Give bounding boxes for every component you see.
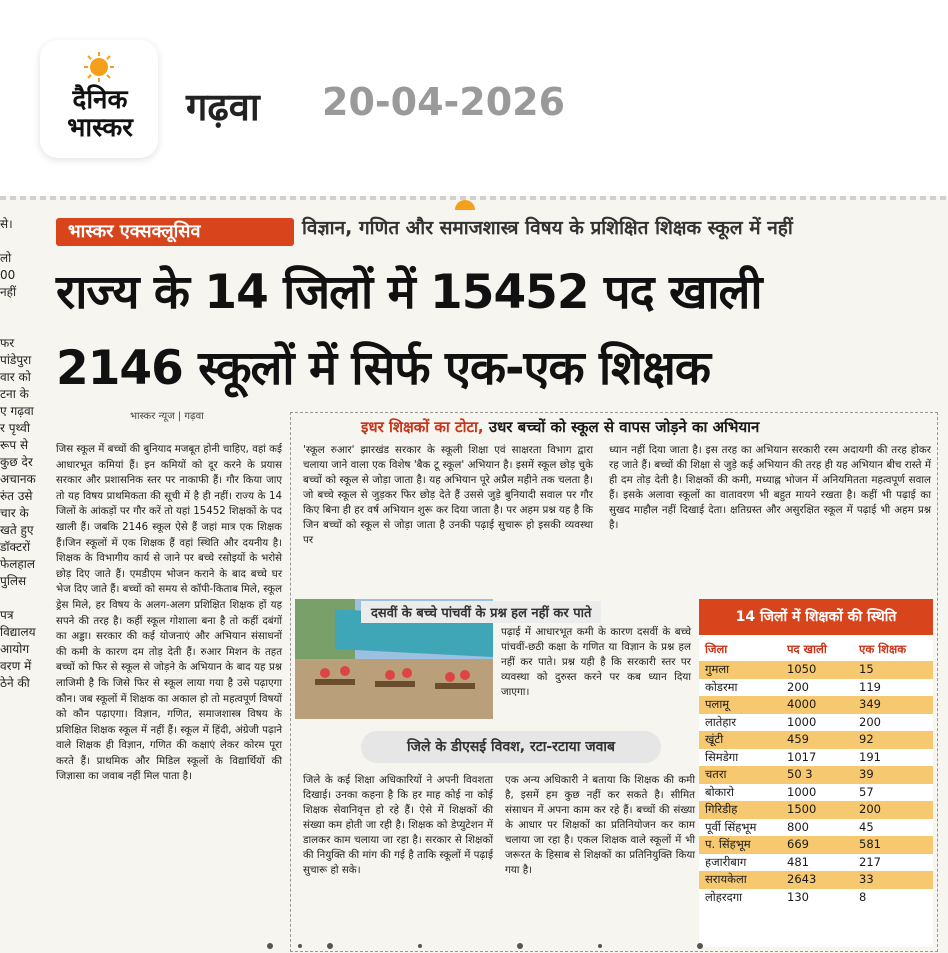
table-row bbox=[699, 784, 933, 802]
district-cell: बोकारो bbox=[705, 784, 735, 799]
article-subhead: विज्ञान, गणित और समाजशास्त्र विषय के प्रशिक्षित शिक्षक स्कूल में नहीं bbox=[302, 217, 793, 239]
teacher-status-table bbox=[699, 599, 933, 947]
sun-mark-icon bbox=[452, 196, 478, 210]
left-cut-line bbox=[0, 301, 42, 318]
app-header bbox=[0, 0, 948, 170]
district-cell: चतरा bbox=[705, 767, 727, 781]
single-teacher-cell: 45 bbox=[859, 819, 874, 834]
left-cut-line: चार के bbox=[0, 506, 29, 520]
vacant-cell: 130 bbox=[787, 889, 809, 904]
dse-subhead: जिले के डीएसई विवश, रटा-रटाया जवाब bbox=[361, 731, 661, 763]
exclusive-kicker: भास्कर एक्सक्लूसिव bbox=[56, 218, 294, 246]
box-column-2: ध्यान नहीं दिया जाता है। इस तरह का अभियान सरकारी रस्म अदायगी की तरह होकर रह जाते हैं। बच्चों की शिक्षा से जुड़े कई अभियान की तरह ही यह अभियान बीच रास्ते में ही दम तोड़ देती है। शिक्षकों की कमी, मध्याह्न भोजन में अनियमितता महत्वपूर्ण सवाल हैं। इसके अलावा स्कूलों का वातावरण भी बहुत मायने रखता है। कहीं भी पढ़ाई का सुखद माहौल नहीं दिखाई देता। क्षतिग्रस्त और असुरक्षित स्कूल में पढ़ाई भी अहम प्रश्न है। bbox=[609, 444, 931, 531]
article-body: जिस स्कूल में बच्चों की बुनियाद मजबूत होनी चाहिए, वहां कई आधारभूत कमियां हैं। इन कमियों को दूर करने के प्रयास सरकार और प्रशासनिक स्तर पर नाकाफी हैं। गौर किया जाए तो यह विषय प्राथमिकता की सूची में है ही नहीं। राज्य के 14 जिलों के आंकड़ों पर गौर करें तो यहां 15452 शिक्षकों के पद खाली हैं। जबकि 2146 स्कूल ऐसे हैं जहां मात्र एक शिक्षक हैं।जिन स्कूलों में एक शिक्षक हैं वहां स्थिति और दयनीय है। शिक्षक के विभागीय कार्य से जाने पर बच्चे रसोइयों के भरोसे छोड़ दिए जाते हैं। एमडीएम भोजन कराने के बाद बच्चे घर भेज दिए जाते हैं। बच्चों को समय से कॉपी-किताब मिले, स्कूल ड्रेस मिले, हर विषय के अलग-अलग प्रशिक्षित शिक्षक हों यह सपने की तरह है। कहीं स्कूल गोशाला बना है तो कहीं दबंगों का अड्डा। सरकार की कई योजनाएं और अभियान संसाधनों की कमी के कारण दम तोड़ देती हैं। रुआर मिशन के तहत बच्चों को फिर से स्कूल से जोड़ने के अभियान के बाद यह प्रश्न लाजिमी है कि जिसे फिर से स्कूल लाया गया है उसे पढ़ाएगा कौन। जब स्कूलों में शिक्षक का अकाल हो तो महत्वपूर्ण विषयों को कौन पढ़ाएगा। विज्ञान, गणित, समाजशास्त्र विषय के प्रशिक्षित शिक्षक स्कूल में नहीं हैं। स्कूल में हिंदी, अंग्रेजी पढ़ाने वाले शिक्षक ही विज्ञान, गणित की कक्षाएं लेकर कोरम पूरा करते हैं। प्राथमिक और मिडिल स्कूलों के विद्यार्थियों की जिज्ञासा का जवाब नहीं मिल पाता है। bbox=[56, 444, 282, 783]
box-title-rest: उधर बच्चों को स्कूल से वापस जोड़ने का अभियान bbox=[483, 418, 760, 436]
left-cut-line: आयोग bbox=[0, 642, 30, 656]
single-teacher-cell: 39 bbox=[859, 767, 874, 781]
left-cut-line: पुलिस bbox=[0, 574, 27, 588]
left-cut-line: फर bbox=[0, 336, 15, 350]
left-cut-line: वार को bbox=[0, 370, 31, 384]
left-cut-line: नहीं bbox=[0, 285, 17, 299]
district-cell: खूंटी bbox=[705, 732, 724, 746]
table-row bbox=[699, 661, 933, 679]
vacant-cell: 1000 bbox=[787, 784, 817, 799]
header-vacant: पद खाली bbox=[787, 642, 827, 656]
table-row bbox=[699, 819, 933, 837]
single-teacher-cell: 57 bbox=[859, 784, 874, 799]
left-cut-line: से। bbox=[0, 217, 13, 231]
edition-city[interactable]: गढ़वा bbox=[186, 85, 260, 129]
headline-line-2: 2146 स्कूलों में सिर्फ एक-एक शिक्षक bbox=[56, 341, 710, 396]
vacant-cell: 459 bbox=[787, 732, 809, 746]
single-teacher-cell: 33 bbox=[859, 872, 874, 886]
table-row bbox=[699, 731, 933, 749]
left-cut-line: अचानक bbox=[0, 472, 36, 486]
left-cut-line: डॉक्टरों bbox=[0, 540, 31, 554]
table-header-row bbox=[699, 641, 933, 661]
vacant-cell: 1017 bbox=[787, 749, 817, 764]
headline-line-1: राज्य के 14 जिलों में 15452 पद खाली bbox=[56, 265, 762, 320]
vacant-cell: 200 bbox=[787, 679, 809, 694]
single-teacher-cell: 8 bbox=[859, 889, 867, 904]
vacant-cell: 800 bbox=[787, 819, 809, 834]
table-title: 14 जिलों में शिक्षकों की स्थिति bbox=[699, 599, 933, 635]
left-cut-line: वरण में bbox=[0, 659, 32, 673]
left-cut-line: ठेने की bbox=[0, 676, 30, 690]
single-teacher-cell: 217 bbox=[859, 854, 881, 869]
vacant-cell: 1000 bbox=[787, 714, 817, 729]
vacant-cell: 4000 bbox=[787, 697, 817, 711]
sidebar-box bbox=[290, 412, 938, 952]
table-row bbox=[699, 854, 933, 872]
left-cut-line: खते हुए bbox=[0, 523, 34, 537]
vacant-cell: 2643 bbox=[787, 872, 817, 886]
single-teacher-cell: 15 bbox=[859, 662, 874, 676]
table-row bbox=[699, 696, 933, 714]
box-column-5: एक अन्य अधिकारी ने बताया कि शिक्षक की कमी है, इसमें हम कुछ नहीं कर सकते है। सीमित संसाधन में अपना काम कर रहे हैं। बच्चों की संख्या के आधार पर शिक्षकों का प्रतिनियोजन कर काम चलाया जा रहा है। एकल शिक्षक वाले स्कूलों में भी जरूरत के हिसाब से शिक्षकों का प्रतिनियुक्ति किया गया है। bbox=[505, 774, 695, 876]
vacant-cell: 1050 bbox=[787, 662, 817, 676]
left-cut-line: कुछ देर bbox=[0, 455, 33, 469]
vacant-cell: 50 3 bbox=[787, 767, 813, 781]
single-teacher-cell: 92 bbox=[859, 732, 874, 746]
district-cell: प. सिंहभूम bbox=[705, 837, 751, 851]
box-column-3: पढ़ाई में आधारभूत कमी के कारण दसवीं के बच्चे पांचवीं-छठी कक्षा के गणित या विज्ञान के प्रश्न हल नहीं कर पाते। प्रश्न यही है कि सरकारी स्तर पर व्यवस्था को दुरुस्त करने पर कब ध्यान दिया जाएगा। bbox=[501, 626, 691, 698]
single-teacher-cell: 200 bbox=[859, 802, 881, 816]
single-teacher-cell: 581 bbox=[859, 837, 881, 851]
district-cell: गिरिडीह bbox=[705, 802, 738, 816]
table-body bbox=[699, 661, 933, 906]
district-cell: कोडरमा bbox=[705, 679, 738, 694]
logo-text bbox=[50, 86, 150, 142]
newspaper-page bbox=[0, 196, 948, 953]
left-cut-line: पांडेपुरा bbox=[0, 353, 32, 367]
left-cut-line: टना के bbox=[0, 387, 29, 401]
vacant-cell: 481 bbox=[787, 854, 809, 869]
left-cut-line bbox=[0, 318, 42, 335]
left-cut-line: ए गढ़वा bbox=[0, 404, 34, 418]
vacant-cell: 1500 bbox=[787, 802, 817, 816]
district-cell: पलामू bbox=[705, 697, 730, 711]
district-cell: सरायकेला bbox=[705, 872, 747, 886]
box-column-1: 'स्कूल रुआर' झारखंड सरकार के स्कूली शिक्षा एवं साक्षरता विभाग द्वारा चलाया जाने वाला एक विशेष 'बैक टू स्कूल' अभियान है। इसमें स्कूल छोड़ चुके बच्चों को स्कूल से जोड़ा जाता है। यह अभियान पूरे अप्रैल महीने तक चलता है। जो बच्चे स्कूल से जुड़कर फिर छोड़ देते हैं उससे जुड़े बुनियादी सवाल पर गौर किए बिना ही हर वर्ष अभियान शुरू कर दिया जाता है। पर अहम प्रश्न यह है कि जिन बच्चों को स्कूल से जोड़ा जाता है उनकी पढ़ाई सुचारू हो इसकी व्यवस्था पर bbox=[303, 444, 593, 546]
logo-line-2: भास्कर bbox=[67, 113, 133, 143]
left-cut-line: रुंत उसे bbox=[0, 489, 33, 503]
edition-date[interactable]: 20-04-2026 bbox=[322, 80, 566, 124]
logo-line-1: दैनिक bbox=[72, 85, 128, 115]
single-teacher-cell: 191 bbox=[859, 749, 881, 764]
district-cell: लोहरदगा bbox=[705, 889, 743, 904]
left-cut-line bbox=[0, 233, 42, 250]
single-teacher-cell: 119 bbox=[859, 679, 881, 694]
left-cut-line: फेलहाल bbox=[0, 557, 36, 571]
box-title bbox=[361, 417, 759, 437]
table-row bbox=[699, 889, 933, 907]
district-cell: हजारीबाग bbox=[705, 854, 747, 869]
header-district: जिला bbox=[705, 642, 728, 656]
sun-icon bbox=[84, 52, 114, 82]
table-row bbox=[699, 871, 933, 889]
left-cut-line: विद्यालय bbox=[0, 625, 36, 639]
table-row bbox=[699, 766, 933, 784]
district-cell: सिमडेगा bbox=[705, 749, 739, 764]
table-row bbox=[699, 679, 933, 697]
table-row bbox=[699, 836, 933, 854]
header-single-teacher: एक शिक्षक bbox=[859, 642, 907, 656]
left-cut-line: पत्र bbox=[0, 608, 14, 622]
box-title-red: इधर शिक्षकों का टोटा, bbox=[361, 418, 484, 436]
table-row bbox=[699, 749, 933, 767]
left-cut-line: लो bbox=[0, 251, 12, 265]
divider bbox=[0, 940, 948, 952]
vacant-cell: 669 bbox=[787, 837, 809, 851]
left-cut-line: र पृथ्वी bbox=[0, 421, 30, 435]
single-teacher-cell: 349 bbox=[859, 697, 881, 711]
district-cell: लातेहार bbox=[705, 714, 737, 729]
left-cut-line: रूप से bbox=[0, 438, 29, 452]
single-teacher-cell: 200 bbox=[859, 714, 881, 729]
left-cut-column bbox=[0, 216, 42, 953]
table-row bbox=[699, 714, 933, 732]
left-cut-line: 00 bbox=[0, 268, 16, 282]
photo-subhead: दसवीं के बच्चे पांचवीं के प्रश्न हल नहीं कर पाते bbox=[361, 601, 601, 623]
district-cell: गुमला bbox=[705, 662, 730, 676]
district-cell: पूर्वी सिंहभूम bbox=[705, 819, 757, 834]
left-cut-line bbox=[0, 590, 42, 607]
byline: भास्कर न्यूज | गढ़वा bbox=[130, 411, 204, 422]
dainik-bhaskar-logo[interactable] bbox=[40, 40, 158, 158]
table-row bbox=[699, 801, 933, 819]
box-column-4: जिले के कई शिक्षा अधिकारियों ने अपनी विवशता दिखाई। उनका कहना है कि हर माह कोई ना कोई शिक्षक सेवानिवृत्त हो रहे हैं। ऐसे में शिक्षकों की संख्या कम होती जा रही है। शिक्षक को डेप्युटेशन में डालकर काम चलाया जा रहा है। सरकार से शिक्षकों की नियुक्ति की मांग की गई है ताकि स्कूलों में पढ़ाई सुचारू हो सके। bbox=[303, 774, 494, 876]
